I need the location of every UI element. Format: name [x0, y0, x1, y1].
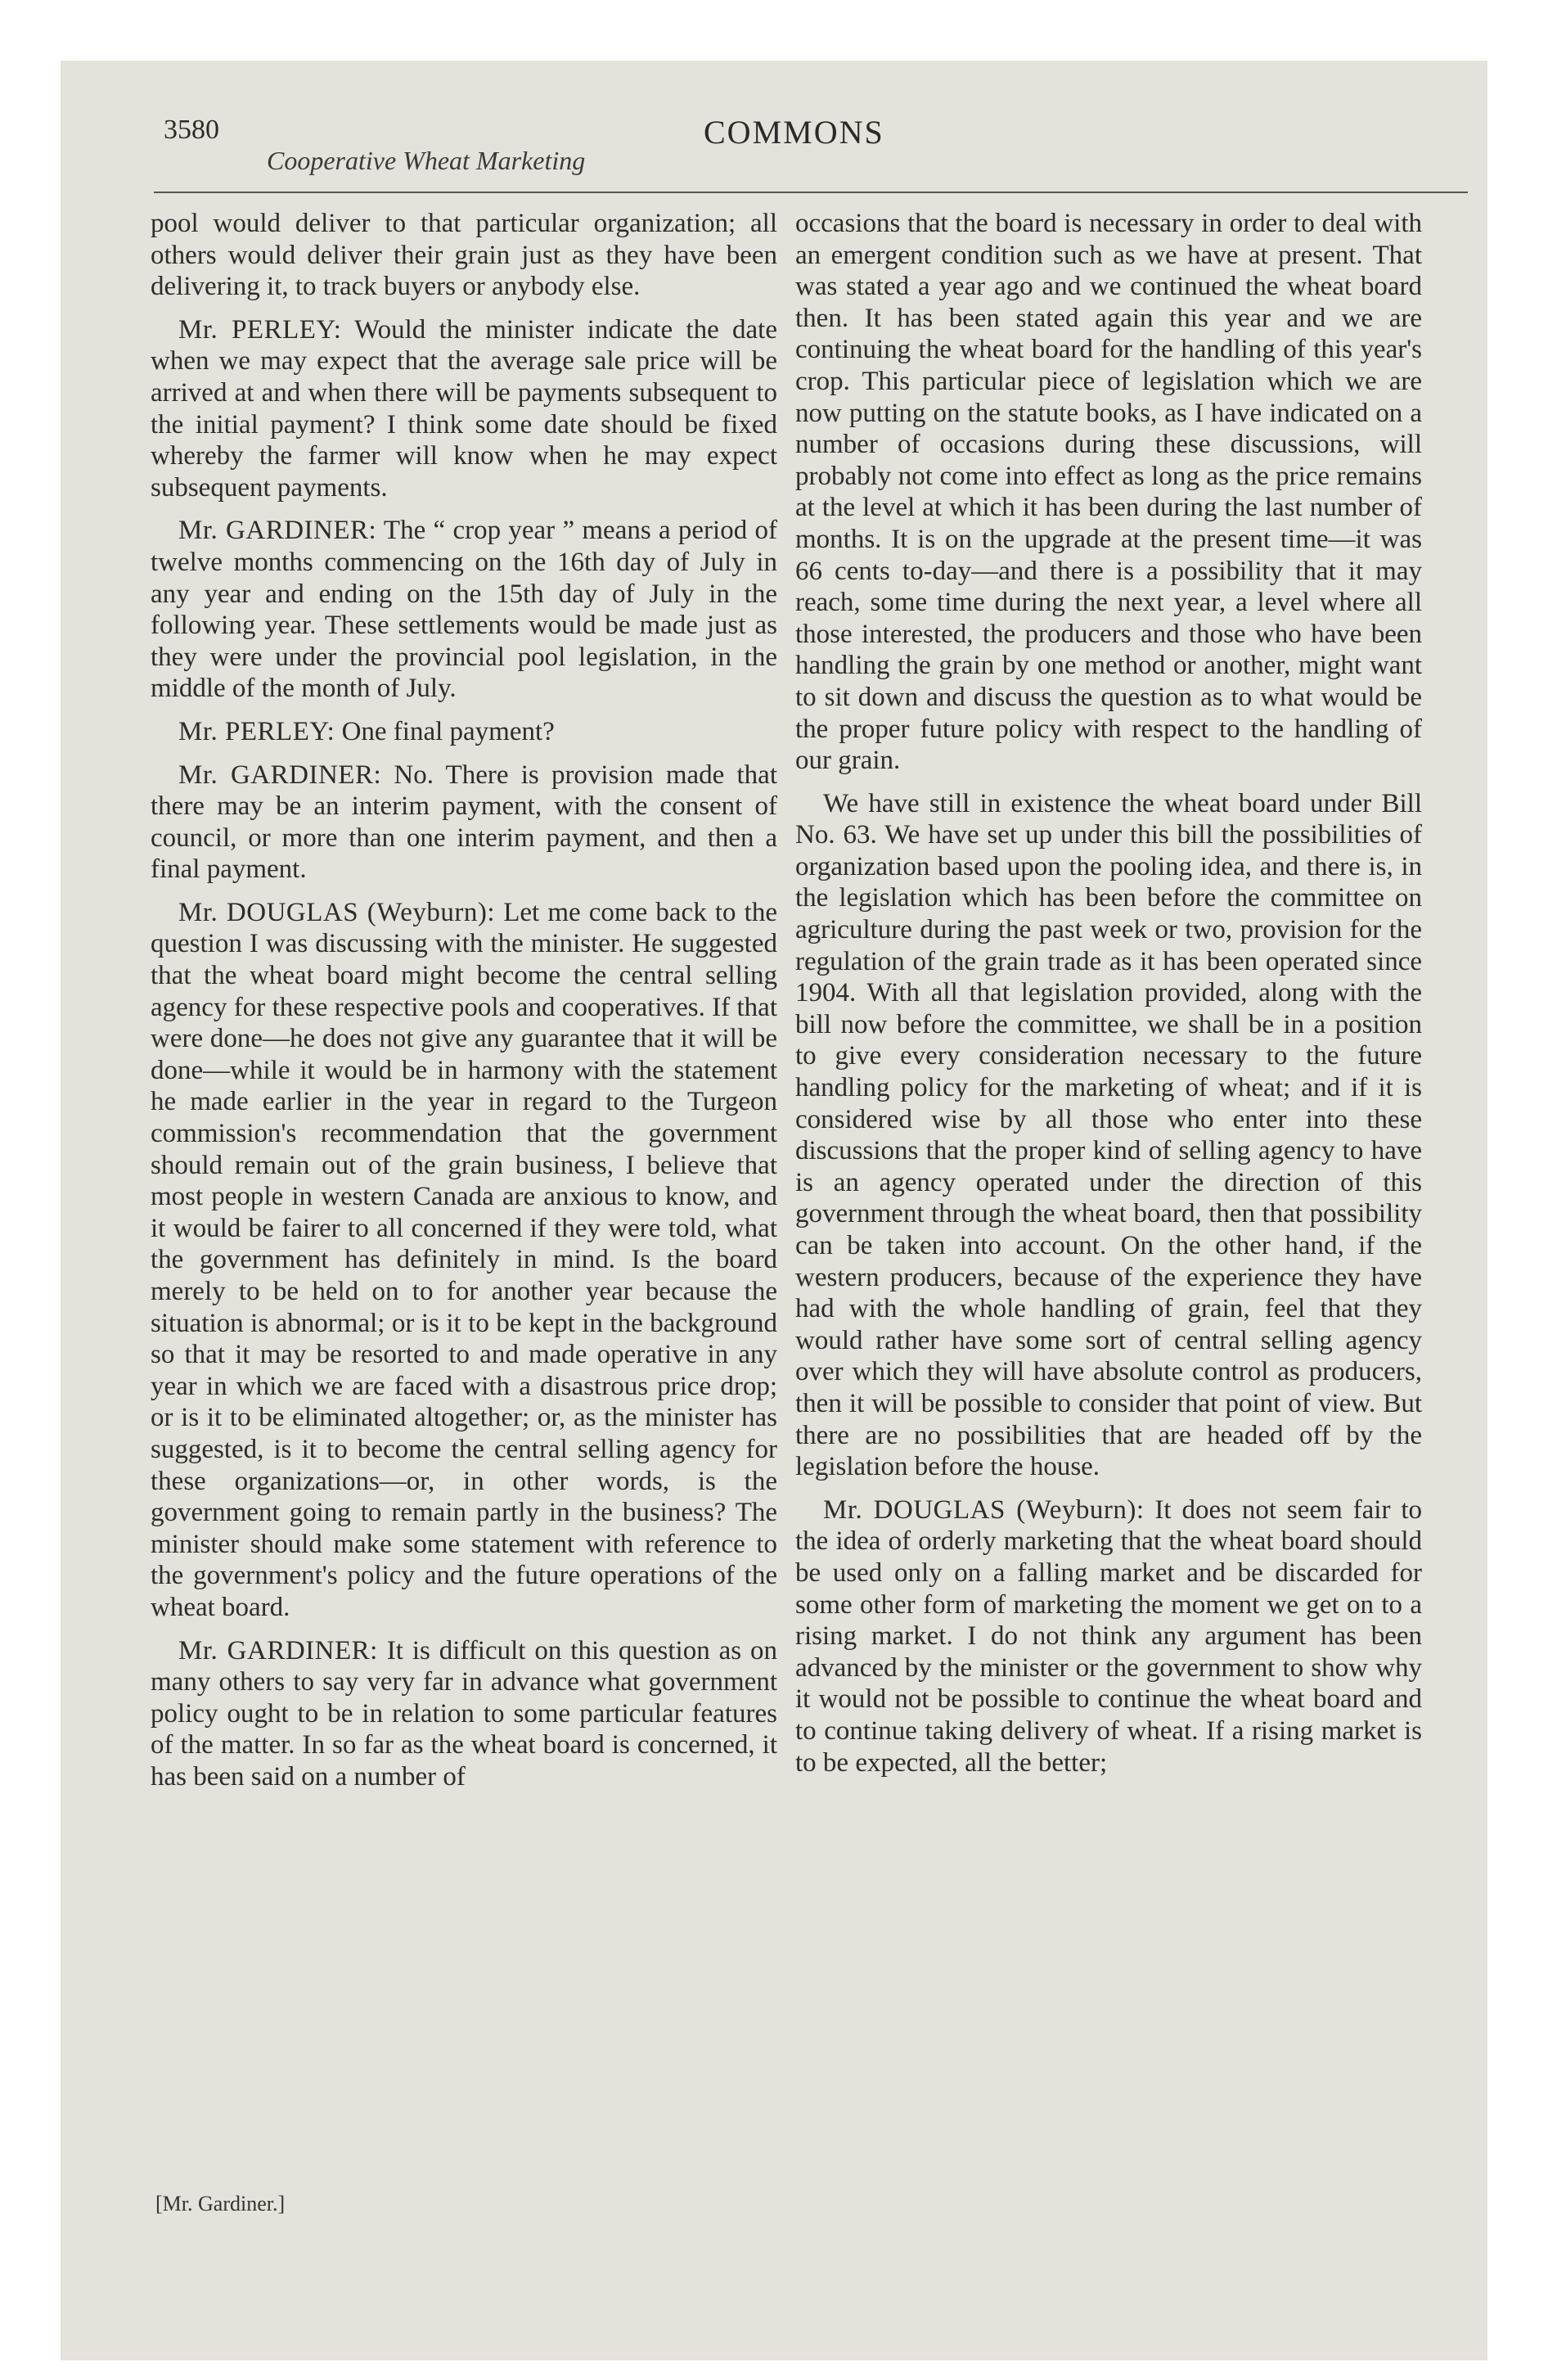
paragraph — [795, 788, 1422, 1483]
paragraph — [151, 897, 777, 1624]
speaker-name: Mr. DOUGLAS (Weyburn): — [823, 1494, 1145, 1525]
paragraph-text: pool would deliver to that particular organization; all others would deliver their grain just as they have been delivering it, to track buyers or anybody else. — [151, 209, 777, 302]
speaker-name: Mr. DOUGLAS (Weyburn): — [178, 897, 496, 927]
paragraph-text: Let me come back to the question I was discussing with the minister. He suggested that the wheat board might become the central selling agency for these respective pools and cooperatives. If that were done—he does not give any guarantee that it will be done—while it would be in harmony with the statement he made earlier in the year in regard to the Turgeon commission's recommendation that the government should remain out of the grain business, I believe that most people in western Canada are anxious to know, and it would be fairer to all concerned if they were told, what the government has definitely in mind. Is the board merely to be held on to for another year because the situation is abnormal; or is it to be kept in the background so that it may be resorted to and made operative in any year in which we are faced with a disastrous price drop; or is it to be eliminated altogether; or, as the minister has suggested, is it to become the central selling agency for these organizations—or, in other words, is the government going to remain partly in the business? The minister should make some statement with reference to the government's policy and the future operations of the wheat board. — [151, 897, 777, 1622]
page-header — [61, 61, 1487, 208]
paragraph — [151, 208, 777, 303]
paragraph-text: The “ crop year ” means a period of twelve months commencing on the 16th day of July in any year and ending on the 15th day of July in the following year. These settlements would be made just as they were under the provincial pool legislation, in the middle of the month of July. — [151, 516, 777, 704]
header-rule — [154, 192, 1468, 193]
paragraph — [151, 716, 777, 748]
paragraph — [151, 1635, 777, 1793]
left-column — [151, 208, 777, 1805]
footer-speaker-tag: [Mr. Gardiner.] — [155, 2192, 286, 2215]
paragraph-text: No. There is provision made that there may be an interim payment, with the consent of council, or more than one interim payment, and then a final payment. — [151, 760, 777, 885]
scanned-page — [61, 61, 1487, 2360]
paragraph — [795, 1494, 1422, 1778]
running-title: Cooperative Wheat Marketing — [267, 146, 586, 175]
page-number: 3580 — [164, 115, 219, 145]
chamber-title: COMMONS — [704, 114, 884, 151]
paragraph-text: It is difficult on this question as on many others to say very far in advance what government policy ought to be in relation to some particular features of the matter. In so far as the wheat board is concerned, it has been said on a number of — [151, 1635, 777, 1792]
right-column — [795, 208, 1422, 1790]
speaker-name: Mr. GARDINER: — [178, 760, 382, 790]
paragraph — [795, 208, 1422, 777]
paragraph — [151, 760, 777, 886]
speaker-name: Mr. PERLEY: — [178, 314, 342, 345]
speaker-name: Mr. GARDINER: — [178, 516, 377, 546]
paragraph-text: We have still in existence the wheat board under Bill No. 63. We have set up under this bill the possibilities of organization based upon the pooling idea, and there is, in the legislation which has been before the committee on agriculture during the past week or two, provision for the regulation of the grain trade as it has been operated since 1904. With all that legislation provided, along with the bill now before the committee, we shall be in a position to give every consideration necessary to the future handling policy for the marketing of wheat; and if it is considered wise by all those who enter into these discussions that the proper kind of selling agency to have is an agency operated under the direction of this government through the wheat board, then that possibility can be taken into account. On the other hand, if the western producers, because of the experience they have had with the whole handling of grain, feel that they would rather have some sort of central selling agency over which they will have absolute control as producers, then it will be possible to consider that point of view. But there are no possibilities that are headed off by the legislation before the house. — [795, 788, 1422, 1482]
paragraph-text: It does not seem fair to the idea of orderly marketing that the wheat board should be used only on a falling market and be discarded for some other form of marketing the moment we get on to a rising market. I do not think any argument has been advanced by the minister or the government to show why it would not be possible to continue the wheat board and to continue taking delivery of wheat. If a rising market is to be expected, all the better; — [795, 1494, 1422, 1778]
paragraph-text: Would the minister indicate the date when we may expect that the average sale price will be arrived at and when there will be payments subsequent to the initial payment? I think some date should be fixed whereby the farmer will know when he may expect subsequent payments. — [151, 314, 777, 503]
paragraph — [151, 314, 777, 504]
paragraph-text: occasions that the board is necessary in order to deal with an emergent condition such as we have at present. That was stated a year ago and we continued the wheat board then. It has been stated again this year and we are continuing the wheat board for the handling of this year's crop. This particular piece of legislation which we are now putting on the statute books, as I have indicated on a number of occasions during these discussions, will probably not come into effect as long as the price remains at the level at which it has been during the last number of months. It is on the upgrade at the present time—it was 66 cents to-day—and there is a possibility that it may reach, some time during the next year, a level where all those interested, the producers and those who have been handling the grain by one method or another, might want to sit down and discuss the question as to what would be the proper future policy with respect to the handling of our grain. — [795, 209, 1422, 776]
speaker-name: Mr. GARDINER: — [178, 1635, 378, 1666]
speaker-name: Mr. PERLEY: — [178, 716, 335, 746]
paragraph — [151, 515, 777, 705]
paragraph-text: One final payment? — [341, 716, 555, 746]
